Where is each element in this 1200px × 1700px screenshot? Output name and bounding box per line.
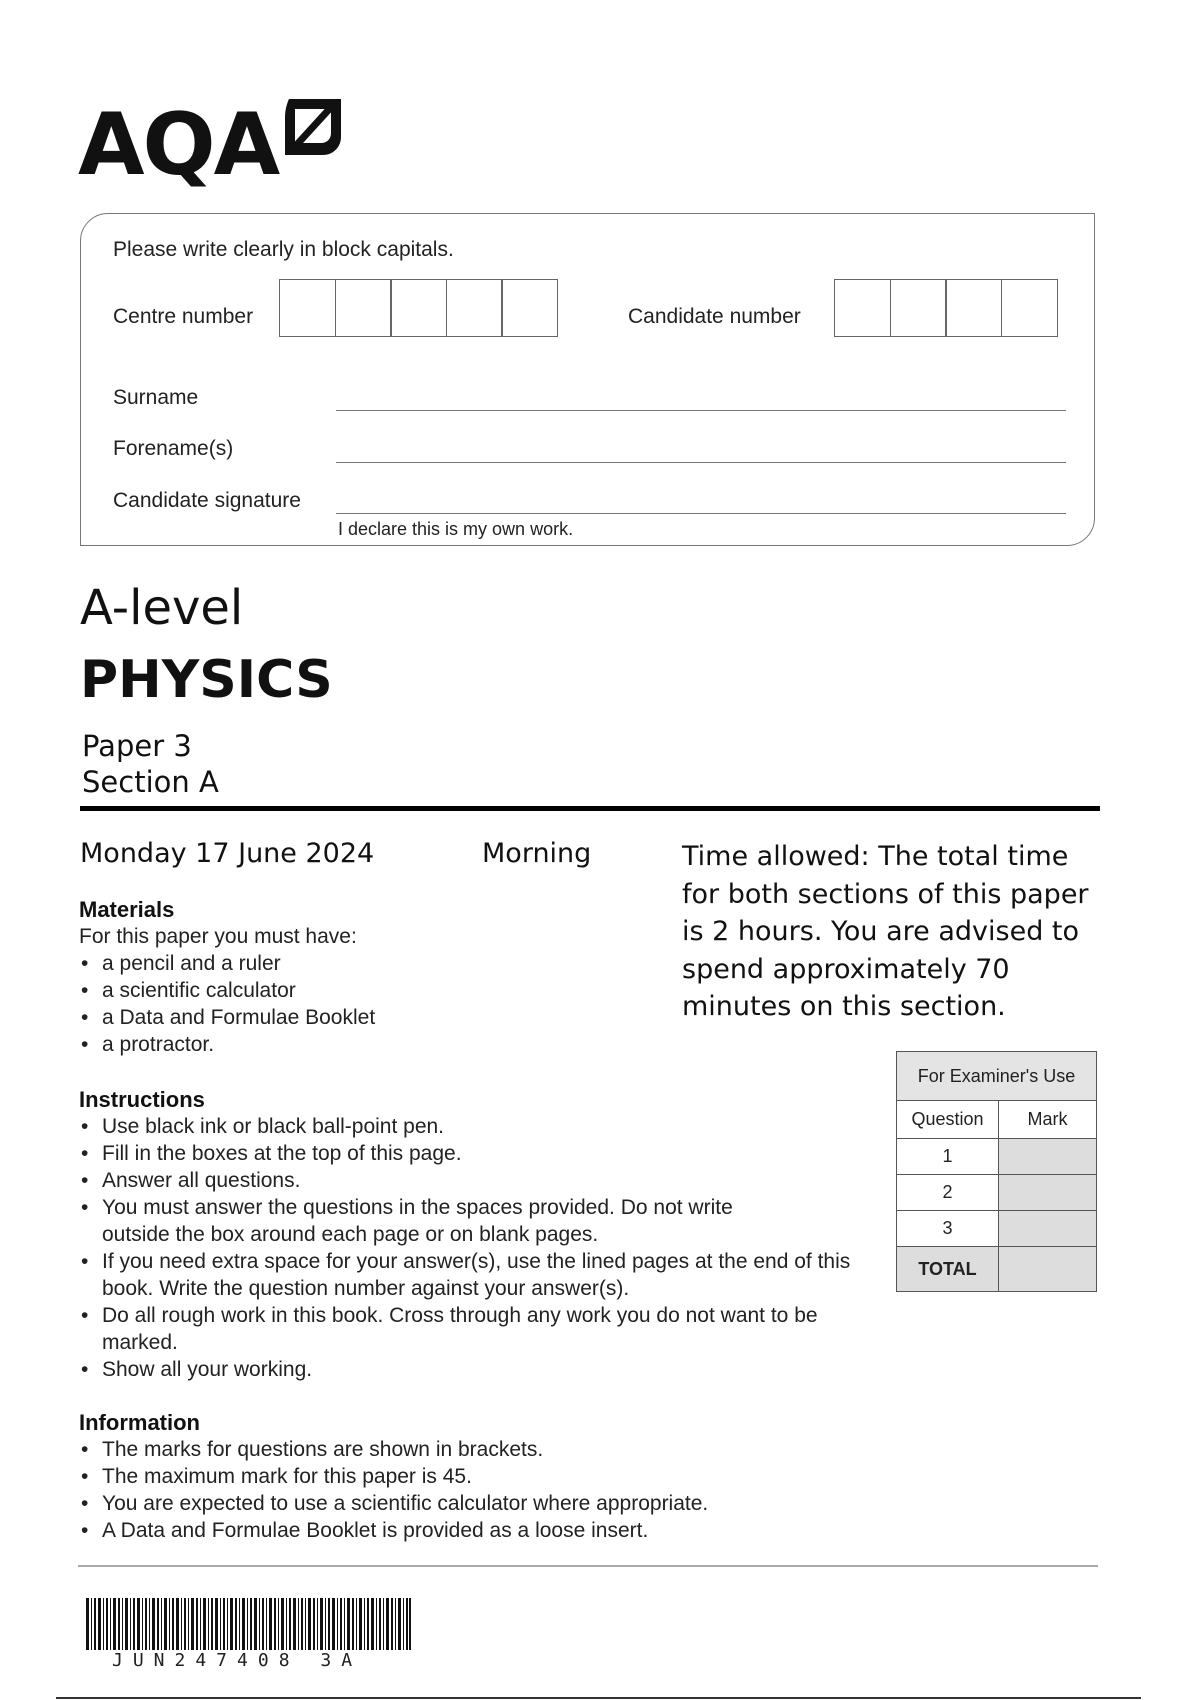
forename-field[interactable] (336, 462, 1066, 463)
qualification-level: A-level (80, 580, 244, 636)
list-item: • Show all your working. (79, 1356, 869, 1383)
barcode-icon (86, 1598, 411, 1650)
list-item: • Answer all questions. (79, 1167, 869, 1194)
candidate-details-box (80, 213, 1095, 546)
question-column-header: Question (897, 1101, 999, 1139)
question-number: 2 (897, 1175, 999, 1211)
list-item: • a protractor. (79, 1031, 699, 1058)
question-number: 3 (897, 1211, 999, 1247)
subject-title: PHYSICS (80, 650, 333, 710)
surname-field[interactable] (336, 410, 1066, 411)
mark-cell[interactable] (999, 1175, 1097, 1211)
materials-intro: For this paper you must have: (79, 925, 357, 948)
examiner-use-table (896, 1051, 1097, 1292)
list-item: • a Data and Formulae Booklet (79, 1004, 699, 1031)
signature-label: Candidate signature (113, 489, 301, 512)
list-item: • The marks for questions are shown in brackets. (79, 1436, 879, 1463)
total-label: TOTAL (897, 1247, 999, 1292)
question-number: 1 (897, 1139, 999, 1175)
list-item: • You must answer the questions in the spaces provided. Do not write outside the box around each page or on blank pages. (79, 1194, 802, 1248)
mark-cell[interactable] (999, 1211, 1097, 1247)
list-item: • Use black ink or black ball-point pen. (79, 1113, 869, 1140)
exam-date: Monday 17 June 2024 (80, 838, 375, 869)
time-allowed: Time allowed: The total time for both sections of this paper is 2 hours. You are advised to spend approximately 70 minutes on this section. (682, 841, 1089, 1022)
signature-field[interactable] (336, 513, 1066, 514)
candidate-digit-box[interactable] (834, 279, 891, 337)
mark-column-header: Mark (999, 1101, 1097, 1139)
centre-digit-box[interactable] (501, 279, 558, 337)
information-section (79, 1410, 879, 1544)
instructions-heading: Instructions (79, 1087, 205, 1112)
barcode-text: JUN247408 3A (112, 1650, 363, 1671)
centre-digit-box[interactable] (335, 279, 392, 337)
logo-leaf-icon (283, 97, 343, 157)
candidate-digit-box[interactable] (1001, 279, 1058, 337)
instructions-section (79, 1087, 869, 1383)
block-capitals-instruction: Please write clearly in block capitals. (113, 238, 454, 261)
candidate-digit-box[interactable] (945, 279, 1002, 337)
centre-number-label: Centre number (113, 305, 254, 328)
divider-rule (80, 806, 1100, 811)
candidate-digit-box[interactable] (890, 279, 947, 337)
centre-number-boxes[interactable] (279, 279, 557, 337)
list-item: • The maximum mark for this paper is 45. (79, 1463, 879, 1490)
information-list (79, 1436, 879, 1544)
page-bottom-rule (56, 1697, 1141, 1699)
list-item: • A Data and Formulae Booklet is provided as a loose insert. (79, 1517, 879, 1544)
candidate-number-boxes[interactable] (834, 279, 1056, 337)
total-mark-cell[interactable] (999, 1247, 1097, 1292)
list-item: • Fill in the boxes at the top of this page. (79, 1140, 869, 1167)
instructions-list (79, 1113, 869, 1383)
materials-list (79, 950, 699, 1058)
list-item: • If you need extra space for your answer(s), use the lined pages at the end of this book. Write the question number against your answer(s). (79, 1248, 882, 1302)
forename-label: Forename(s) (113, 437, 234, 460)
footer-divider (78, 1565, 1098, 1567)
materials-heading: Materials (79, 897, 175, 922)
surname-label: Surname (113, 386, 199, 409)
examiner-table-heading: For Examiner's Use (897, 1052, 1097, 1101)
logo-text: AQA (78, 95, 279, 195)
aqa-logo (78, 95, 348, 195)
candidate-number-label: Candidate number (628, 305, 801, 328)
mark-cell[interactable] (999, 1139, 1097, 1175)
centre-digit-box[interactable] (390, 279, 447, 337)
list-item: • You are expected to use a scientific calculator where appropriate. (79, 1490, 879, 1517)
list-item: • Do all rough work in this book. Cross through any work you do not want to be marked. (79, 1302, 837, 1356)
list-item: • a scientific calculator (79, 977, 699, 1004)
exam-session: Morning (482, 838, 592, 869)
materials-section (79, 897, 699, 1058)
information-heading: Information (79, 1410, 200, 1435)
section-name: Section A (82, 765, 219, 799)
centre-digit-box[interactable] (446, 279, 503, 337)
declaration-text: I declare this is my own work. (338, 519, 574, 539)
paper-number: Paper 3 (82, 729, 192, 763)
list-item: • a pencil and a ruler (79, 950, 699, 977)
centre-digit-box[interactable] (279, 279, 336, 337)
